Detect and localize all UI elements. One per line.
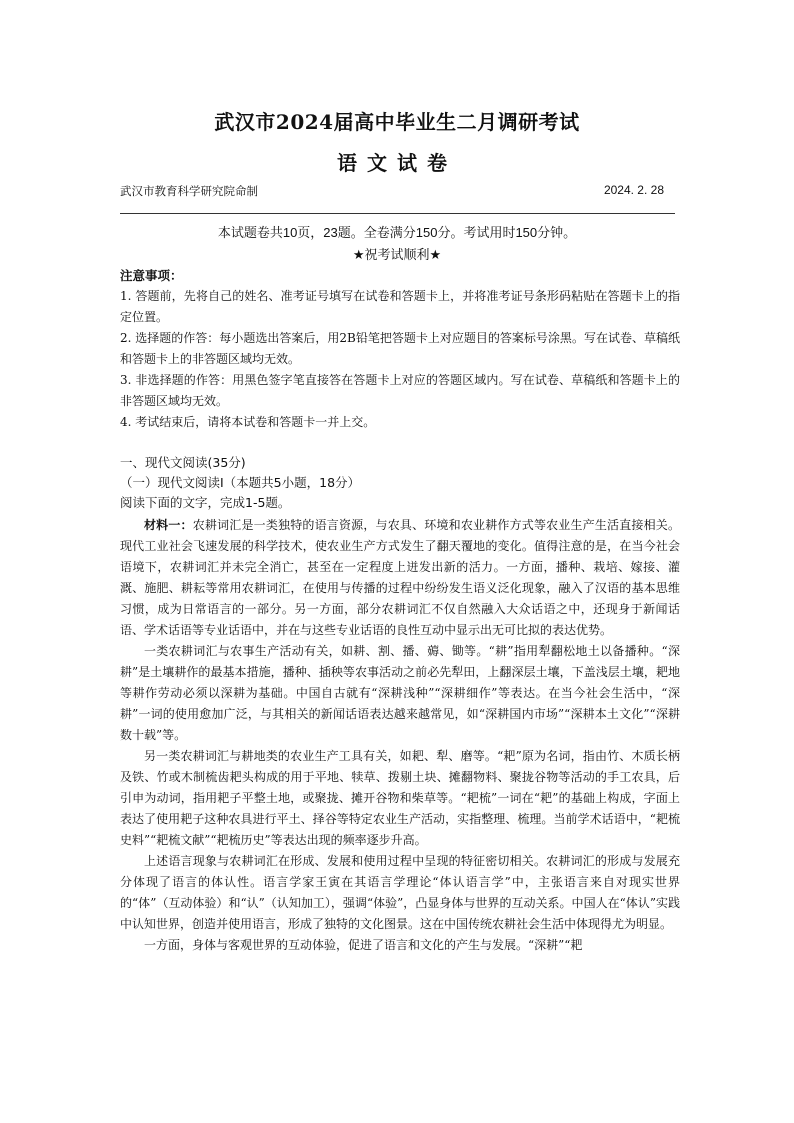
exam-title: 武汉市2024届高中毕业生二月调研考试 bbox=[214, 110, 580, 134]
note-item: 3. 非选择题的作答：用黑色签字笔直接答在答题卡上对应的答题区域内。写在试卷、草稿纸和答题卡上的非答题区域均无效。 bbox=[120, 373, 680, 408]
note-item: 2. 选择题的作答：每小题选出答案后，用2B铅笔把答题卡上对应题目的答案标号涂黑。写在试卷、草稿纸和答题卡上的非答题区域均无效。 bbox=[120, 331, 680, 366]
passage-paragraph: 上述语言现象与农耕词汇在形成、发展和使用过程中呈现的特征密切相关。农耕词汇的形成与发展充分体现了语言的体认性。语言学家王寅在其语言学理论“体认语言学”中，主张语言来自对现实世界的“体”（互动体验）和“认”（认知加工），强调“体验”，凸显身体与世界的互动关系。中国人在“体认”实践中认知世界，创造并使用语言，形成了独特的文化图景。这在中国传统农耕社会生活中体现得尤为明显。 bbox=[120, 854, 680, 931]
exam-summary: 本试题卷共10页，23题。全卷满分150分。考试用时150分钟。 bbox=[217, 225, 577, 240]
passage-paragraph: 一方面，身体与客观世界的互动体验，促进了语言和文化的产生与发展。“深耕”“耙 bbox=[144, 938, 583, 952]
issuer: 武汉市教育科学研究院命制 bbox=[120, 184, 258, 198]
good-luck-line: ★祝考试顺利★ bbox=[352, 247, 442, 262]
passage-paragraph: 一类农耕词汇与农事生产活动有关，如耕、割、播、薅、锄等。“耕”指用犁翻松地土以备播种。“深耕”是土壤耕作的最基本措施，播种、插秧等农事活动之前必先犁田，上翻深层土壤，下盖浅层土壤，耙地等耕作劳动必须以深耕为基础。中国自古就有“深耕浅种”“深耕细作”等表达。在当今社会生活中，“深耕”一词的使用愈加广泛，与其相关的新闻话语表达越来越常见，如“深耕国内市场”“深耕本土文化”“深耕数十载”等。 bbox=[120, 644, 680, 742]
exam-subtitle: 语文试卷 bbox=[337, 151, 457, 175]
notes-list bbox=[120, 286, 680, 433]
material-label: 材料一： bbox=[144, 518, 193, 532]
passage-paragraph: 材料一：农耕词汇是一类独特的语言资源，与农具、环境和农业耕作方式等农业生产生活直接相关。现代工业社会飞速发展的科学技术，使农业生产方式发生了翻天覆地的变化。值得注意的是，在当今社会语境下，农耕词汇并未完全消亡，甚至在一定程度上迸发出新的活力。一方面，播种、栽培、嫁接、灌溉、施肥、耕耘等常用农耕词汇，在使用与传播的过程中纷纷发生语义泛化现象，融入了汉语的基本思维习惯，成为日常语言的一部分。另一方面，部分农耕词汇不仅自然融入大众话语之中，还现身于新闻话语、学术话语等专业话语中，并在与这些专业话语的良性互动中显示出无可比拟的表达优势。 bbox=[120, 518, 680, 637]
section-heading: 一、现代文阅读(35分) bbox=[120, 455, 246, 470]
notes-heading: 注意事项： bbox=[120, 268, 183, 283]
header-divider bbox=[120, 213, 675, 214]
subsection-heading: （一）现代文阅读Ⅰ（本题共5小题，18分） bbox=[120, 475, 361, 490]
passage-paragraph: 另一类农耕词汇与耕地类的农业生产工具有关，如耙、犁、磨等。“耙”原为名词，指由竹、木质长柄及铁、竹或木制梳齿耙头构成的用于平地、犊草、拨剔土块、摊翻物料、聚拢谷物等活动的手工农具，后引申为动词，指用耙子平整土地，或聚拢、摊开谷物和柴草等。“耙梳”一词在“耙”的基础上构成，字面上表达了使用耙子这种农具进行平土、择谷等特定农业生产活动，实指整理、梳理。当前学术话语中，“耙梳史料”“耙梳文献”“耙梳历史”等表达出现的频率逐步升高。 bbox=[120, 749, 680, 847]
exam-date: 2024. 2. 28 bbox=[603, 183, 664, 197]
passage bbox=[120, 515, 680, 956]
note-item: 1. 答题前，先将自己的姓名、准考证号填写在试卷和答题卡上，并将准考证号条形码粘贴在答题卡上的指定位置。 bbox=[120, 289, 680, 324]
reading-instruction: 阅读下面的文字，完成1-5题。 bbox=[120, 495, 291, 510]
note-item: 4. 考试结束后，请将本试卷和答题卡一并上交。 bbox=[120, 415, 376, 429]
